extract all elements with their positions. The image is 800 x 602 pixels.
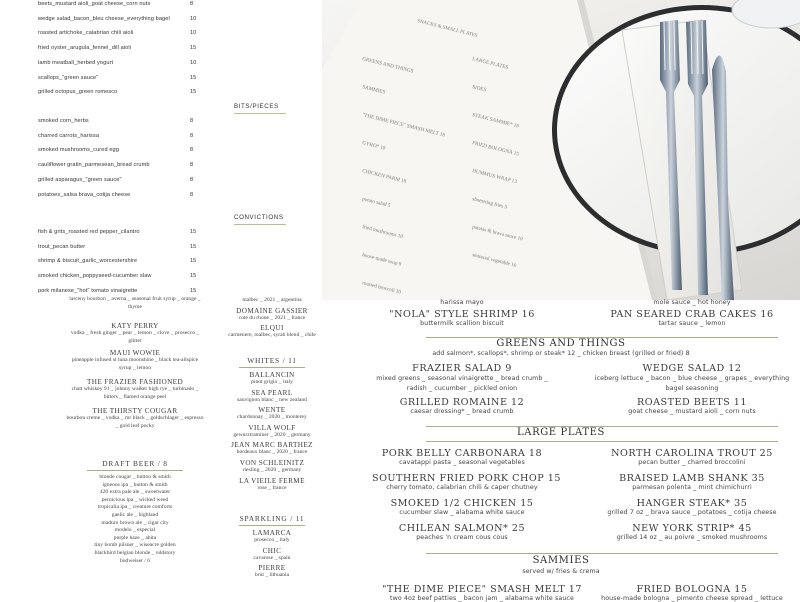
photo-menu-line: potato salad 5 — [361, 196, 391, 209]
beer-item: tiny bomb pilsner _ wiseacre golden — [94, 542, 176, 549]
dinner-menu-panel — [322, 300, 800, 600]
photo-menu-line: GREENS AND THINGS — [361, 56, 415, 75]
menu-item-name: trout_pecan butter — [38, 243, 86, 250]
wine-item — [222, 529, 322, 545]
menu-item-price: 8 — [190, 162, 194, 169]
menu-item-price: 8 — [190, 191, 194, 198]
menu-item-name: charred carrots_harissa — [38, 132, 100, 139]
menu-item-price: 10 — [190, 30, 197, 37]
sammies-subtext: served w/ fries & crema — [522, 568, 600, 575]
photo-menu-line: STEAK SAMMIE* 18 — [471, 112, 520, 130]
menu-item-name: fish & grits_roasted red pepper_cilantro — [38, 229, 140, 235]
wine-item — [222, 424, 322, 440]
photo-menu-line: CHICKEN PARM 18 — [361, 168, 407, 185]
whites-heading: WHITES / 11 — [247, 356, 297, 365]
menu-item: GRILLED ROMAINE 12 caesar dressing* _ bread crumb — [399, 397, 525, 415]
greens-heading: GREENS AND THINGS — [496, 338, 626, 349]
wine-name: JEAN MARC BARTHEZ — [231, 441, 313, 450]
menu-item: CHILEAN SALMON* 25 peaches 'n cream cous cous — [398, 523, 526, 541]
menu-item-name: roasted artichoke_calabrian chili aioli — [38, 30, 134, 37]
beer-item: budweiser / 6 — [119, 557, 151, 564]
menu-item-name: shrimp & biscuit_garlic_worcestershire — [38, 258, 138, 265]
wine-name: ELQUI — [260, 324, 284, 333]
beer-item: tropicalia ipa _ creature comforts — [97, 504, 173, 511]
menu-item-desc: harissa mayo — [440, 299, 484, 306]
wine-item — [222, 459, 322, 475]
drinks-menu-panel — [0, 296, 322, 600]
wine-name: CHIC — [262, 546, 282, 555]
menu-item-price: 8 — [190, 1, 194, 7]
wine-name: VILLA WOLF — [248, 423, 296, 432]
menu-item-name: grilled octopus_green romesco — [38, 89, 118, 96]
whites-section — [222, 356, 322, 494]
wine-item — [222, 564, 322, 580]
wine-name: SEA PEARL — [251, 388, 293, 397]
menu-item: WEDGE SALAD 12 iceberg lettuce _ bacon _ blue cheese _ grapes _ everything bagel seasoning — [594, 363, 790, 392]
menu-item-name: beets_mustard aioli_goat cheese_corn nuts — [38, 1, 151, 7]
beer-item: pernicious ipa _ wicked weed — [101, 496, 169, 503]
photo-menu-line: "THE DIME PIECE" SMASH MELT 18 — [361, 112, 446, 139]
wine-item — [222, 297, 322, 305]
beer-item: 420 extra pale ale _ sweetwater — [99, 489, 171, 496]
menu-item-name: grilled asparagus_"green sauce" — [38, 176, 122, 183]
beer-item: blackbird belgian blonde _ oddstory — [94, 549, 176, 556]
wine-item — [222, 441, 322, 457]
wine-desc: cavarose _ spain — [253, 554, 291, 561]
photo-menu-line: LARGE PLATES — [471, 56, 509, 71]
greens-subtext: add salmon*, scallops*, shrimp or steak* 12 _ chicken breast (grilled or fried) 8 — [432, 350, 690, 357]
menu-item-price: 8 — [190, 132, 194, 139]
menu-item-name: cauliflower gratin_parmesean_bread crumb — [38, 162, 150, 169]
wine-name: VON SCHLEINITZ — [239, 458, 305, 467]
menu-item-price: 15 — [190, 273, 197, 280]
draft-beer-heading: DRAFT BEER / 8 — [102, 459, 168, 468]
wine-name: DOMAINE GASSIER — [236, 306, 308, 315]
menu-item-name: pork milanese_"hot" tomato vinaigrette — [38, 287, 138, 294]
wine-desc: chardonnay _ 2020 _ monterey — [237, 414, 307, 421]
bits-pieces-heading: BITS/PIECES — [234, 103, 279, 110]
menu-item-name: smoked mushrooms_cured egg — [38, 147, 119, 154]
menu-item-price: 15 — [190, 89, 197, 96]
wine-desc: pinot grigio _ italy — [251, 379, 293, 385]
wine-name: LA VIEILE FERME — [239, 476, 305, 485]
menu-item: NORTH CAROLINA TROUT 25 pecan butter _ charred broccolini — [611, 448, 773, 466]
menu-item: ROASTED BEETS 11 goat cheese _ mustard aioli _ corn nuts — [628, 397, 756, 415]
menu-photo-illustration — [322, 0, 800, 300]
beer-item: modelo _ especial — [114, 527, 156, 534]
photo-menu-line: GYRO* 18 — [361, 140, 387, 152]
wine-desc: brut _ lithuania — [254, 572, 290, 579]
wine-name: BALLANCIN — [249, 371, 295, 379]
convictions-heading: CONVICTIONS — [234, 214, 284, 221]
photo-menu-heading: SNACKS & SMALL PLATES — [416, 19, 478, 39]
wine-item — [222, 307, 322, 323]
wine-item — [222, 406, 322, 422]
menu-item: FRIED BOLOGNA 15 house-made bologna _ pimento cheese spread _ lettuce — [601, 584, 783, 602]
wine-desc: rose _ france — [257, 484, 287, 491]
cocktail-item: larceny bourbon _ averna _ seasonal fruit syrup _ orange _ thyme — [69, 296, 201, 310]
menu-item-name: lamb meatball_herbed yogurt — [38, 59, 114, 66]
wine-desc: gewurztraminer _ 2020 _ germany — [233, 431, 311, 438]
menu-item-price: 15 — [190, 258, 197, 265]
large-plates-heading: LARGE PLATES — [517, 427, 605, 438]
menu-item: SMOKED 1/2 CHICKEN 15 cucumber slaw _ alabama white sauce — [390, 498, 534, 516]
menu-item: NEW YORK STRIP* 45 grilled 14 oz _ au poivre _ smoked mushrooms — [616, 523, 768, 541]
menu-item-price: 15 — [190, 243, 197, 250]
wine-desc: cote du rhone _ 2021 _ france — [238, 314, 306, 321]
wine-item — [222, 389, 322, 405]
wine-item — [222, 371, 322, 387]
section-divider — [234, 113, 286, 114]
wine-desc: malbec _ 2021 _ argentina — [242, 297, 302, 303]
wine-desc: carmenere, malbec, syrah blend _ chile — [228, 332, 316, 339]
menu-item: HANGER STEAK* 35 grilled 7 oz _ brava sauce _ potatoes _ cotija cheese — [607, 498, 777, 516]
photo-menu-line: HUMMUS WRAP 13 — [471, 168, 518, 186]
menu-item-name: smoked chicken_poppyseed-cucumber slaw — [38, 273, 152, 280]
cocktail-item: THE THIRSTY COUGAR bourbon creme _ vodka _ mr black _ goldschlager _ espresso _ gold leaf pocky — [66, 407, 204, 429]
photo-menu-line: seasonal vegetable 10 — [471, 252, 517, 269]
menu-item: FRAZIER SALAD 9 mixed greens _ seasonal vinaigrette _ bread crumb _ radish _ cucumber _ pickled onion — [376, 363, 548, 392]
menu-item: PAN SEARED CRAB CAKES 16 tartar sauce _ lemon — [610, 309, 774, 327]
red-wine-list — [222, 297, 322, 342]
menu-item-price: 15 — [190, 45, 197, 52]
menu-item: BRAISED LAMB SHANK 35 parmesan polenta _ mint chimichurri — [619, 473, 765, 491]
small-plates-menu-panel — [0, 0, 322, 300]
menu-item-name: fried oyster_arugula_fennel_dill aioli — [38, 45, 132, 52]
menu-item-price: 8 — [190, 176, 194, 183]
cocktail-item: KATY PERRY vodka _ fresh ginger _ pear _ lemon _ clove _ prosecco _ glitter — [70, 322, 200, 344]
menu-photo — [322, 0, 800, 300]
menu-item-price: 10 — [190, 15, 197, 22]
menu-item-name: potatoes_salsa brava_cotija cheese — [38, 191, 131, 198]
wine-item — [222, 547, 322, 563]
wine-desc: bordeaux blanc _ 2020 _ france — [236, 449, 308, 456]
beer-item: maduro brown ale _ cigar city — [101, 519, 169, 526]
menu-item-price: 15 — [190, 287, 197, 294]
wine-item — [222, 477, 322, 493]
sparkling-section — [222, 514, 322, 582]
menu-item-price: 15 — [190, 229, 197, 235]
wine-desc: prosecco _ italy — [254, 537, 290, 543]
menu-item-price: 15 — [190, 74, 197, 81]
photo-menu-line: roasted broccoli 10 — [361, 280, 402, 296]
beer-item: purple haze _ abita — [113, 534, 157, 541]
draft-beer-section — [80, 459, 190, 565]
menu-item-price: 8 — [190, 147, 194, 154]
beer-item: igneous ipa _ button & smith — [102, 481, 168, 488]
menu-item-desc: mole sauce _ hot honey — [653, 299, 731, 306]
section-divider — [234, 224, 286, 225]
wine-name: PIERRE — [258, 564, 286, 573]
wine-desc: sauvignon blanc _ new zealand — [237, 396, 307, 403]
beer-item: blonde cougar _ button & smith — [99, 474, 171, 480]
menu-item-name: smoked corn_herbs — [38, 118, 89, 124]
wine-name: LAMARCA — [252, 529, 292, 537]
section-divider — [426, 441, 778, 442]
menu-item-price: 10 — [190, 59, 197, 66]
cocktail-item: MAUI WOWIE pineapple infused st luna moonshine _ black tea-allspice syrup _ lemon — [71, 349, 199, 371]
beer-item: gaelic ale _ highland — [111, 511, 159, 518]
photo-menu-line: fried mushrooms 10 — [361, 224, 404, 241]
photo-menu-line: SIDES — [471, 84, 487, 94]
menu-item: PORK BELLY CARBONARA 18 cavatappi pasta _ seasonal vegetables — [381, 448, 543, 466]
photo-menu-line: house-made soup 8 — [361, 252, 402, 268]
menu-item: SOUTHERN FRIED PORK CHOP 15 cherry tomato, calabrian chili & caper chutney — [372, 473, 561, 491]
photo-menu-line: SAMMIES — [361, 84, 386, 96]
wine-name: WENTE — [258, 406, 286, 415]
menu-item-name: scallops_"green sauce" — [38, 74, 99, 81]
wine-item — [222, 324, 322, 340]
sammies-heading: SAMMIES — [532, 555, 590, 566]
photo-menu-line: shoestring fries 5 — [471, 196, 508, 211]
section-divider — [426, 553, 778, 554]
menu-item-price: 8 — [190, 118, 194, 124]
photo-menu-line: patatas & brava sauce 10 — [471, 224, 524, 243]
sparkling-heading: SPARKLING / 11 — [239, 514, 305, 523]
menu-item: "THE DIME PIECE" SMASH MELT 17 two 4oz beef patties _ bacon jam _ alabama white sauce — [381, 584, 583, 602]
wine-desc: riesling _ 2020 _ germany — [242, 466, 302, 473]
menu-item-name: wedge salad_bacon_bleu cheese_everything bagel — [38, 15, 170, 22]
cocktail-item: THE FRAZIER FASHIONED chatt whiskey 91 _ johnny walker high rye _ turbinado _ bitters _ flamed orange peel — [71, 378, 199, 400]
menu-item: "NOLA" STYLE SHRIMP 16 buttermilk scallion biscuit — [389, 309, 535, 327]
photo-menu-line: FRIED BOLOGNA 15 — [471, 140, 520, 158]
